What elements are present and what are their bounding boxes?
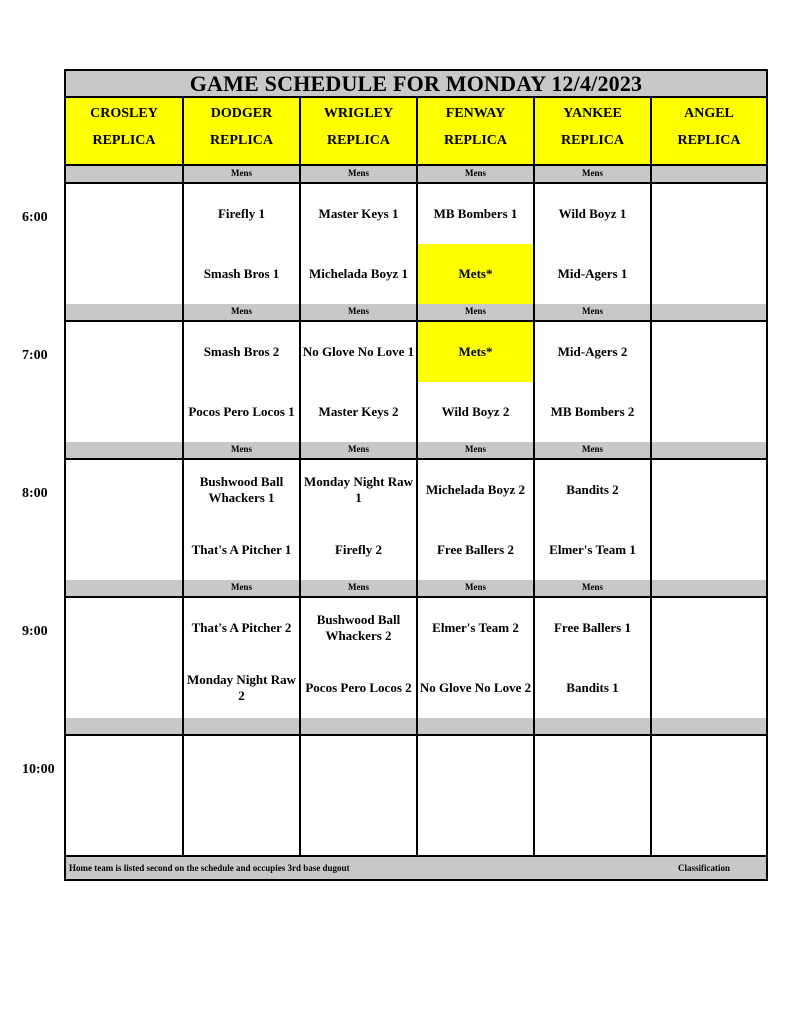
team-cell: Bushwood Ball Whackers 2 xyxy=(301,598,418,658)
division-band xyxy=(652,166,766,184)
division-band xyxy=(652,304,766,322)
empty-cell xyxy=(652,736,766,796)
division-band xyxy=(535,718,652,736)
time-label: 9:00 xyxy=(22,624,48,639)
team-cell: No Glove No Love 2 xyxy=(418,658,535,718)
team-cell: MB Bombers 2 xyxy=(535,382,652,442)
field-name: FENWAY xyxy=(445,106,506,121)
empty-cell xyxy=(66,460,184,520)
division-band: Mens xyxy=(535,166,652,184)
empty-cell xyxy=(301,796,418,856)
team-cell: Mets* xyxy=(418,322,535,382)
field-header-fenway xyxy=(418,98,535,166)
division-band: Mens xyxy=(535,580,652,598)
team-cell: Elmer's Team 2 xyxy=(418,598,535,658)
team-cell: Monday Night Raw 2 xyxy=(184,658,301,718)
empty-cell xyxy=(66,382,184,442)
team-cell: Pocos Pero Locos 2 xyxy=(301,658,418,718)
division-band xyxy=(301,718,418,736)
classification-label: Classification xyxy=(678,863,731,873)
field-name: CROSLEY xyxy=(90,106,158,121)
division-band: Mens xyxy=(184,580,301,598)
team-cell: Smash Bros 2 xyxy=(184,322,301,382)
empty-cell xyxy=(66,658,184,718)
field-header-yankee xyxy=(535,98,652,166)
empty-cell xyxy=(66,736,184,796)
empty-cell xyxy=(652,382,766,442)
empty-cell xyxy=(418,736,535,796)
division-band xyxy=(66,166,184,184)
division-band xyxy=(66,580,184,598)
division-band: Mens xyxy=(418,304,535,322)
team-cell: Free Ballers 1 xyxy=(535,598,652,658)
team-cell: Firefly 2 xyxy=(301,520,418,580)
field-sub: REPLICA xyxy=(92,133,156,148)
division-band: Mens xyxy=(535,304,652,322)
time-label: 6:00 xyxy=(22,210,48,225)
division-band: Mens xyxy=(184,442,301,460)
team-cell: MB Bombers 1 xyxy=(418,184,535,244)
division-band xyxy=(184,718,301,736)
team-cell: That's A Pitcher 2 xyxy=(184,598,301,658)
schedule-sheet xyxy=(64,69,768,881)
division-band: Mens xyxy=(301,166,418,184)
empty-cell xyxy=(66,796,184,856)
division-band xyxy=(418,718,535,736)
division-band xyxy=(652,718,766,736)
team-cell: Firefly 1 xyxy=(184,184,301,244)
field-sub: REPLICA xyxy=(677,133,741,148)
team-cell: Bushwood Ball Whackers 1 xyxy=(184,460,301,520)
field-header-angel xyxy=(652,98,766,166)
empty-cell xyxy=(652,184,766,244)
empty-cell xyxy=(184,796,301,856)
team-cell: Michelada Boyz 1 xyxy=(301,244,418,304)
division-band xyxy=(66,304,184,322)
empty-cell xyxy=(652,796,766,856)
division-band: Mens xyxy=(418,442,535,460)
empty-cell xyxy=(66,520,184,580)
field-name: DODGER xyxy=(210,106,273,121)
home-team-note: Home team is listed second on the schedule and occupies 3rd base dugout xyxy=(69,863,350,873)
division-band xyxy=(652,442,766,460)
empty-cell xyxy=(66,598,184,658)
team-cell: Smash Bros 1 xyxy=(184,244,301,304)
field-sub: REPLICA xyxy=(560,133,624,148)
schedule-footer xyxy=(66,855,766,879)
field-sub: REPLICA xyxy=(209,133,273,148)
field-sub: REPLICA xyxy=(443,133,507,148)
field-header-dodger xyxy=(184,98,301,166)
division-band xyxy=(66,442,184,460)
empty-cell xyxy=(66,184,184,244)
division-band: Mens xyxy=(184,166,301,184)
field-sub: REPLICA xyxy=(326,133,390,148)
field-name: YANKEE xyxy=(563,106,622,121)
empty-cell xyxy=(66,322,184,382)
team-cell: Michelada Boyz 2 xyxy=(418,460,535,520)
team-cell: Master Keys 1 xyxy=(301,184,418,244)
team-cell: That's A Pitcher 1 xyxy=(184,520,301,580)
empty-cell xyxy=(535,736,652,796)
division-band: Mens xyxy=(301,580,418,598)
empty-cell xyxy=(418,796,535,856)
team-cell: Mid-Agers 2 xyxy=(535,322,652,382)
team-cell: Monday Night Raw 1 xyxy=(301,460,418,520)
empty-cell xyxy=(652,658,766,718)
team-cell: Free Ballers 2 xyxy=(418,520,535,580)
empty-cell xyxy=(652,598,766,658)
division-band: Mens xyxy=(301,442,418,460)
field-name: WRIGLEY xyxy=(323,106,394,121)
time-label: 10:00 xyxy=(22,762,55,777)
team-cell: Elmer's Team 1 xyxy=(535,520,652,580)
empty-cell xyxy=(652,244,766,304)
team-cell: Pocos Pero Locos 1 xyxy=(184,382,301,442)
division-band: Mens xyxy=(535,442,652,460)
team-cell: Wild Boyz 2 xyxy=(418,382,535,442)
field-name: ANGEL xyxy=(684,106,734,121)
team-cell: Wild Boyz 1 xyxy=(535,184,652,244)
division-band xyxy=(66,718,184,736)
division-band xyxy=(652,580,766,598)
schedule-title: GAME SCHEDULE FOR MONDAY 12/4/2023 xyxy=(66,71,766,98)
team-cell: Bandits 1 xyxy=(535,658,652,718)
empty-cell xyxy=(535,796,652,856)
empty-cell xyxy=(301,736,418,796)
team-cell: Mets* xyxy=(418,244,535,304)
division-band: Mens xyxy=(301,304,418,322)
empty-cell xyxy=(652,520,766,580)
field-header-crosley xyxy=(66,98,184,166)
empty-cell xyxy=(66,244,184,304)
empty-cell xyxy=(652,322,766,382)
empty-cell xyxy=(652,460,766,520)
team-cell: No Glove No Love 1 xyxy=(301,322,418,382)
team-cell: Bandits 2 xyxy=(535,460,652,520)
empty-cell xyxy=(184,736,301,796)
division-band: Mens xyxy=(418,580,535,598)
time-label: 7:00 xyxy=(22,348,48,363)
division-band: Mens xyxy=(184,304,301,322)
team-cell: Mid-Agers 1 xyxy=(535,244,652,304)
field-header-wrigley xyxy=(301,98,418,166)
time-label: 8:00 xyxy=(22,486,48,501)
division-band: Mens xyxy=(418,166,535,184)
team-cell: Master Keys 2 xyxy=(301,382,418,442)
